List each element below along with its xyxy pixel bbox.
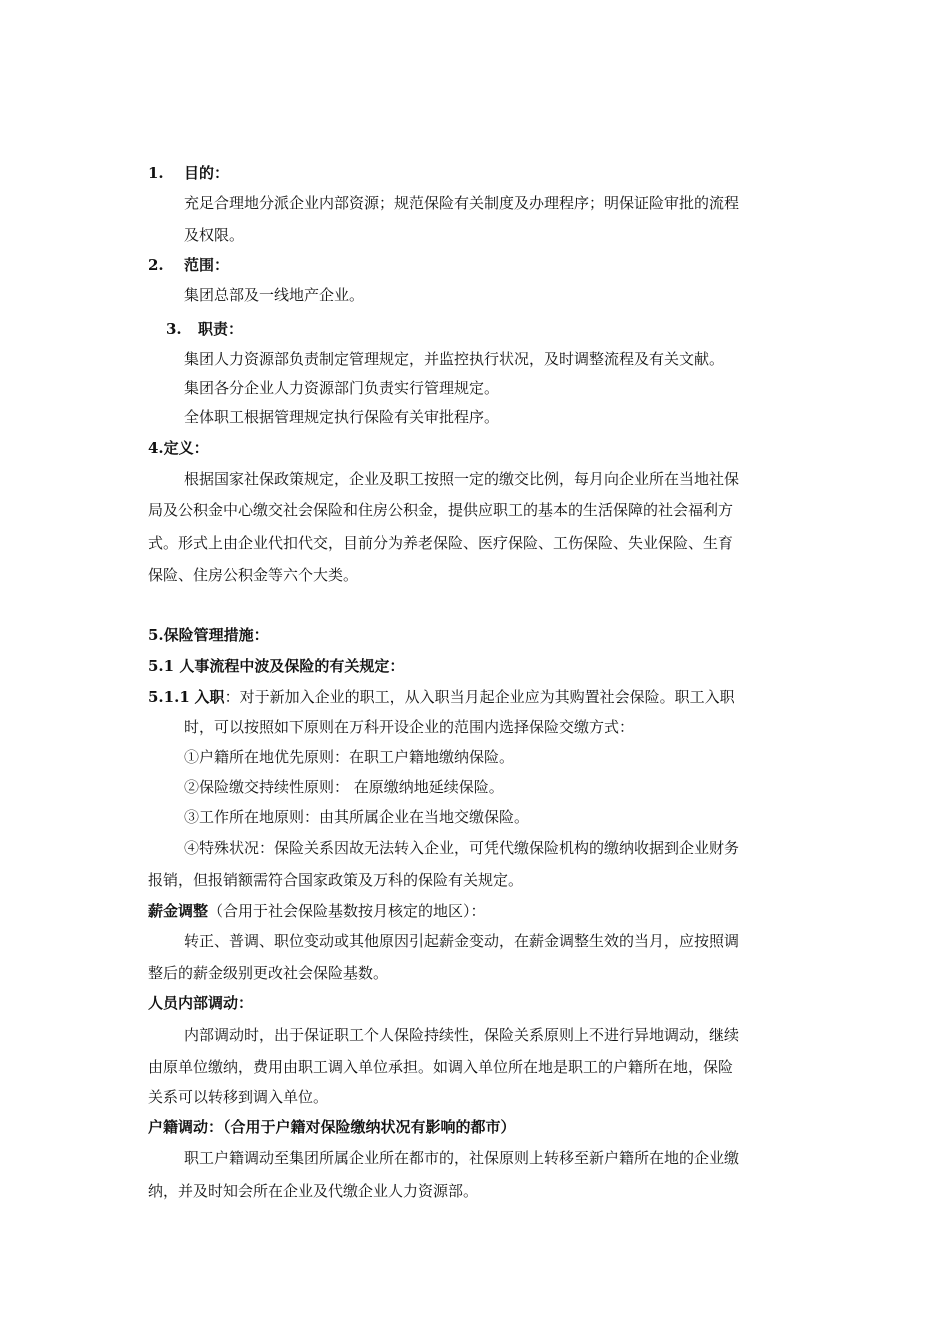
- item-heading: 入职: [194, 688, 225, 706]
- paragraph-line: 时，可以按照如下原则在万科开设企业的范围内选择保险交缴方式：: [184, 718, 635, 736]
- section-5-heading: 5.保险管理措施：: [148, 626, 269, 644]
- paragraph-line: 保险、住房公积金等六个大类。: [148, 566, 359, 584]
- item-text: ：对于新加入企业的职工，从入职当月起企业应为其购置社会保险。职工入职: [224, 688, 735, 706]
- section-1-heading: 1. 目的：: [148, 164, 230, 182]
- paragraph-line: 职工户籍调动至集团所属企业所在都市的，社保原则上转移至新户籍所在地的企业缴: [184, 1149, 740, 1167]
- paragraph-line: 及权限。: [184, 226, 245, 244]
- paragraph-line: 转正、普调、职位变动或其他原因引起薪金变动，在薪金调整生效的当月，应按照调: [184, 932, 740, 950]
- section-title: 目的：: [184, 164, 230, 182]
- section-title: 职责：: [198, 320, 244, 338]
- list-item: ③工作所在地原则：由其所属企业在当地交缴保险。: [184, 808, 530, 826]
- paragraph-line: 集团人力资源部负责制定管理规定，并监控执行状况，及时调整流程及有关文献。: [184, 350, 725, 368]
- paragraph-line: 全体职工根据管理规定执行保险有关审批程序。: [184, 408, 500, 426]
- paragraph-line: 报销，但报销额需符合国家政策及万科的保险有关规定。: [148, 871, 524, 889]
- heading-note: （合用于社会保险基数按月核定的地区）：: [208, 902, 486, 920]
- paragraph-line: 根据国家社保政策规定，企业及职工按照一定的缴交比例，每月向企业所在当地社保: [184, 470, 740, 488]
- paragraph-line: 局及公积金中心缴交社会保险和住房公积金，提供应职工的基本的生活保障的社会福利方: [148, 501, 734, 519]
- heading-text: 薪金调整: [148, 902, 209, 920]
- section-2-heading: 2. 范围：: [148, 256, 230, 274]
- list-item: ①户籍所在地优先原则：在职工户籍地缴纳保险。: [184, 748, 515, 766]
- salary-heading: [148, 900, 486, 922]
- list-item: ②保险缴交持续性原则： 在原缴纳地延续保险。: [184, 778, 504, 796]
- household-heading: 户籍调动：（合用于户籍对保险缴纳状况有影响的都市）: [148, 1118, 516, 1136]
- paragraph-line: 集团总部及一线地产企业。: [184, 286, 365, 304]
- section-title: 范围：: [184, 256, 230, 274]
- item-number: 5.1.1: [148, 688, 190, 706]
- paragraph-line: 内部调动时，出于保证职工个人保险持续性，保险关系原则上不进行异地调动，继续: [184, 1026, 740, 1044]
- paragraph-line: 整后的薪金级别更改社会保险基数。: [148, 964, 389, 982]
- section-4-heading: 4.定义：: [148, 439, 209, 457]
- paragraph-line: 关系可以转移到调入单位。: [148, 1088, 329, 1106]
- section-3-heading: 3. 职责：: [166, 320, 244, 338]
- paragraph-line: 纳，并及时知会所在企业及代缴企业人力资源部。: [148, 1182, 479, 1200]
- list-item: ④特殊状况：保险关系因故无法转入企业，可凭代缴保险机构的缴纳收据到企业财务: [184, 839, 740, 857]
- paragraph-line: 充足合理地分派企业内部资源；规范保险有关制度及办理程序；明保证险审批的流程: [184, 194, 740, 212]
- paragraph-line: 集团各分企业人力资源部门负责实行管理规定。: [184, 379, 500, 397]
- transfer-heading: 人员内部调动：: [148, 994, 254, 1012]
- item-5-1-1: [148, 686, 735, 708]
- subsection-5-1-heading: 5.1 人事流程中波及保险的有关规定：: [148, 657, 405, 675]
- paragraph-line: 式。形式上由企业代扣代交，目前分为养老保险、医疗保险、工伤保险、失业保险、生育: [148, 534, 734, 552]
- paragraph-line: 由原单位缴纳，费用由职工调入单位承担。如调入单位所在地是职工的户籍所在地，保险: [148, 1058, 734, 1076]
